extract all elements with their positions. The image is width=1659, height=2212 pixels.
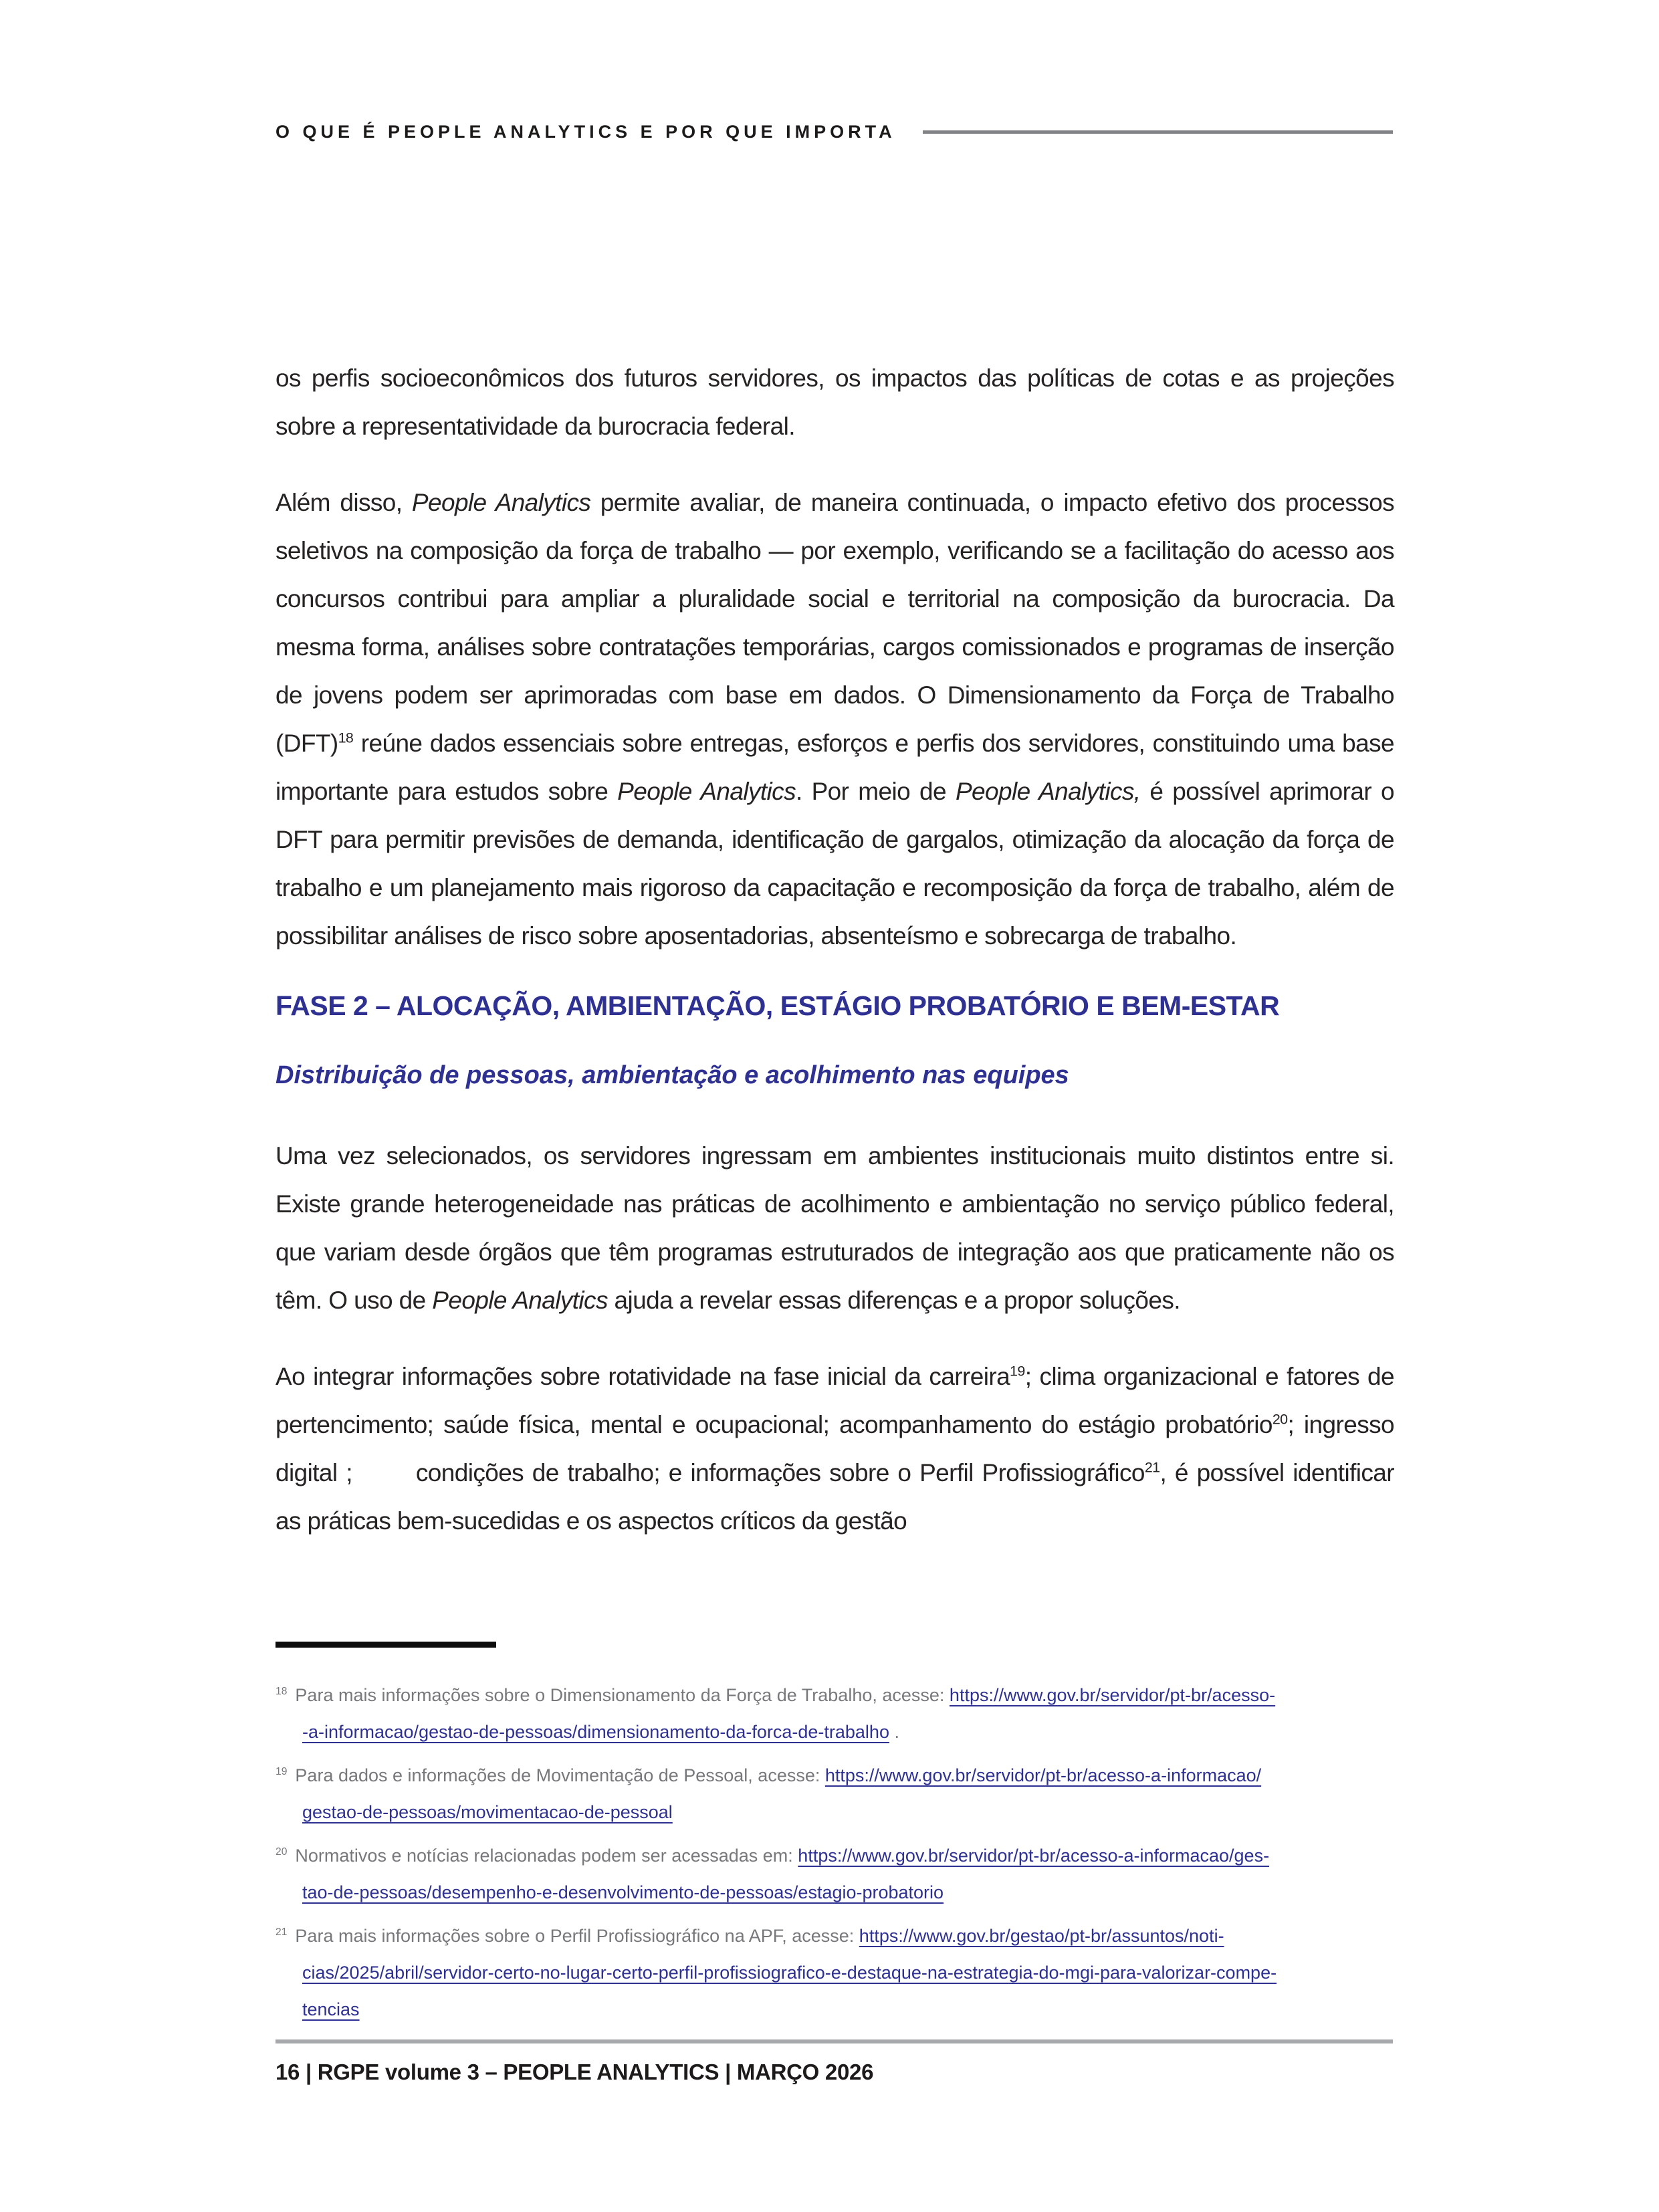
footnote bbox=[275, 1918, 1394, 2028]
text-segment: . bbox=[889, 1722, 899, 1742]
footnote-link[interactable]: -a-informacao/gestao-de-pessoas/dimensionamento-da-forca-de-trabalho bbox=[302, 1722, 889, 1742]
text-segment: ; ingresso digital ; bbox=[275, 1411, 1394, 1486]
text-segment: ajuda a revelar essas diferenças e a propor soluções. bbox=[607, 1287, 1180, 1314]
footnote-number: 19 bbox=[275, 1766, 288, 1777]
subsection-heading: Distribuição de pessoas, ambientação e acolhimento nas equipes bbox=[275, 1061, 1069, 1089]
page-footer-text: 16 | RGPE volume 3 – PEOPLE ANALYTICS | MARÇO 2026 bbox=[275, 2060, 874, 2084]
paragraph bbox=[275, 1132, 1394, 1325]
footnote-link[interactable]: https://www.gov.br/servidor/pt-br/acesso- bbox=[949, 1685, 1276, 1705]
footnote-text bbox=[295, 1846, 1269, 1902]
footnote bbox=[275, 1677, 1394, 1751]
text-segment: Normativos e notícias relacionadas podem ser acessadas em: bbox=[295, 1846, 798, 1866]
footnote-ref: 21 bbox=[1144, 1459, 1160, 1476]
text-segment: . Por meio de bbox=[795, 778, 956, 805]
text-segment: Ao integrar informações sobre rotatividade na fase inicial da carreira bbox=[275, 1363, 1010, 1390]
text-segment: People Analytics, bbox=[955, 778, 1141, 805]
page-header bbox=[275, 122, 1393, 142]
text-segment: People Analytics bbox=[411, 489, 591, 516]
paragraph bbox=[275, 479, 1394, 960]
footer-rule bbox=[275, 2039, 1393, 2043]
footnote-separator bbox=[275, 1642, 496, 1648]
header-rule bbox=[923, 130, 1393, 134]
footnote bbox=[275, 1757, 1394, 1831]
text-segment: Para dados e informações de Movimentação de Pessoal, acesse: bbox=[295, 1765, 825, 1785]
footnote-text bbox=[295, 1926, 1277, 2019]
footnote bbox=[275, 1838, 1394, 1911]
page-content bbox=[275, 354, 1394, 1573]
footnote-link[interactable]: cias/2025/abril/servidor-certo-no-lugar-certo-perfil-profissiografico-e-destaque-na-estrategia-do-mgi-para-valorizar-compe- bbox=[302, 1963, 1277, 1983]
footnote-number: 18 bbox=[275, 1686, 288, 1697]
text-segment: Além disso, bbox=[275, 489, 412, 516]
footnote-text bbox=[295, 1685, 1275, 1742]
footnote-link[interactable]: tao-de-pessoas/desempenho-e-desenvolvimento-de-pessoas/estagio-probatorio bbox=[302, 1882, 944, 1902]
text-segment: , é possível identificar as práticas bem-sucedidas e os aspectos críticos da gestão bbox=[275, 1459, 1394, 1535]
text-segment: People Analytics bbox=[432, 1287, 608, 1314]
text-segment: ; clima organizacional e fatores de pertencimento; saúde física, mental e ocupacional; acompanhamento do estágio probatório bbox=[275, 1363, 1394, 1438]
running-title: O QUE É PEOPLE ANALYTICS E POR QUE IMPORTA bbox=[275, 122, 896, 142]
footnote-number: 20 bbox=[275, 1846, 288, 1858]
text-segment: é possível aprimorar o DFT para permitir previsões de demanda, identificação de gargalos, otimização da alocação da força de trabalho e um planejamento mais rigoroso da capacitação e recomposição da força de trabalho, além de possibilitar análises de risco sobre aposentadorias, absenteísmo e sobrecarga de trabalho. bbox=[275, 778, 1394, 950]
paragraph bbox=[275, 354, 1394, 451]
text-segment: condições de trabalho; e informações sobre o Perfil Profissiográfico bbox=[415, 1459, 1145, 1486]
text-segment: reúne dados essenciais sobre entregas, esforços e perfis dos servidores, constituindo uma base importante para estudos sobre bbox=[275, 730, 1394, 805]
footnote-link[interactable]: https://www.gov.br/servidor/pt-br/acesso-a-informacao/ges- bbox=[798, 1846, 1270, 1866]
paragraph bbox=[275, 1353, 1394, 1545]
footnote-ref: 19 bbox=[1010, 1363, 1025, 1379]
text-segment: permite avaliar, de maneira continuada, o impacto efetivo dos processos seletivos na composição da força de trabalho — por exemplo, verificando se a facilitação do acesso aos concursos contribui para ampliar a pluralidade social e territorial na composição da burocracia. Da mesma forma, análises sobre contratações temporárias, cargos comissionados e programas de inserção de jovens podem ser aprimoradas com base em dados. O Dimensionamento da Força de Trabalho (DFT) bbox=[275, 489, 1394, 757]
footnote-link[interactable]: https://www.gov.br/gestao/pt-br/assuntos/noti- bbox=[859, 1926, 1224, 1946]
footnote-text bbox=[295, 1765, 1261, 1822]
text-segment: People Analytics bbox=[617, 778, 796, 805]
text-segment: Uma vez selecionados, os servidores ingressam em ambientes institucionais muito distintos entre si. Existe grande heterogeneidade nas práticas de acolhimento e ambientação no serviço público federal, que variam desde órgãos que têm programas estruturados de integração aos que praticamente não os têm. O uso de bbox=[275, 1142, 1394, 1314]
footnote-number: 21 bbox=[275, 1926, 288, 1938]
footnote-link[interactable]: tencias bbox=[302, 1999, 360, 2019]
footnote-link[interactable]: gestao-de-pessoas/movimentacao-de-pessoal bbox=[302, 1802, 673, 1822]
text-segment: os perfis socioeconômicos dos futuros servidores, os impactos das políticas de cotas e as projeções sobre a representatividade da burocracia federal. bbox=[275, 364, 1394, 440]
footnote-ref: 20 bbox=[1272, 1411, 1288, 1428]
section-heading: FASE 2 – ALOCAÇÃO, AMBIENTAÇÃO, ESTÁGIO PROBATÓRIO E BEM-ESTAR bbox=[275, 990, 1280, 1021]
footnotes-section bbox=[275, 1642, 1394, 2035]
text-segment: Para mais informações sobre o Dimensionamento da Força de Trabalho, acesse: bbox=[295, 1685, 950, 1705]
text-segment: Para mais informações sobre o Perfil Profissiográfico na APF, acesse: bbox=[295, 1926, 859, 1946]
footnote-link[interactable]: https://www.gov.br/servidor/pt-br/acesso-a-informacao/ bbox=[824, 1765, 1262, 1785]
footnote-ref: 18 bbox=[338, 730, 354, 746]
